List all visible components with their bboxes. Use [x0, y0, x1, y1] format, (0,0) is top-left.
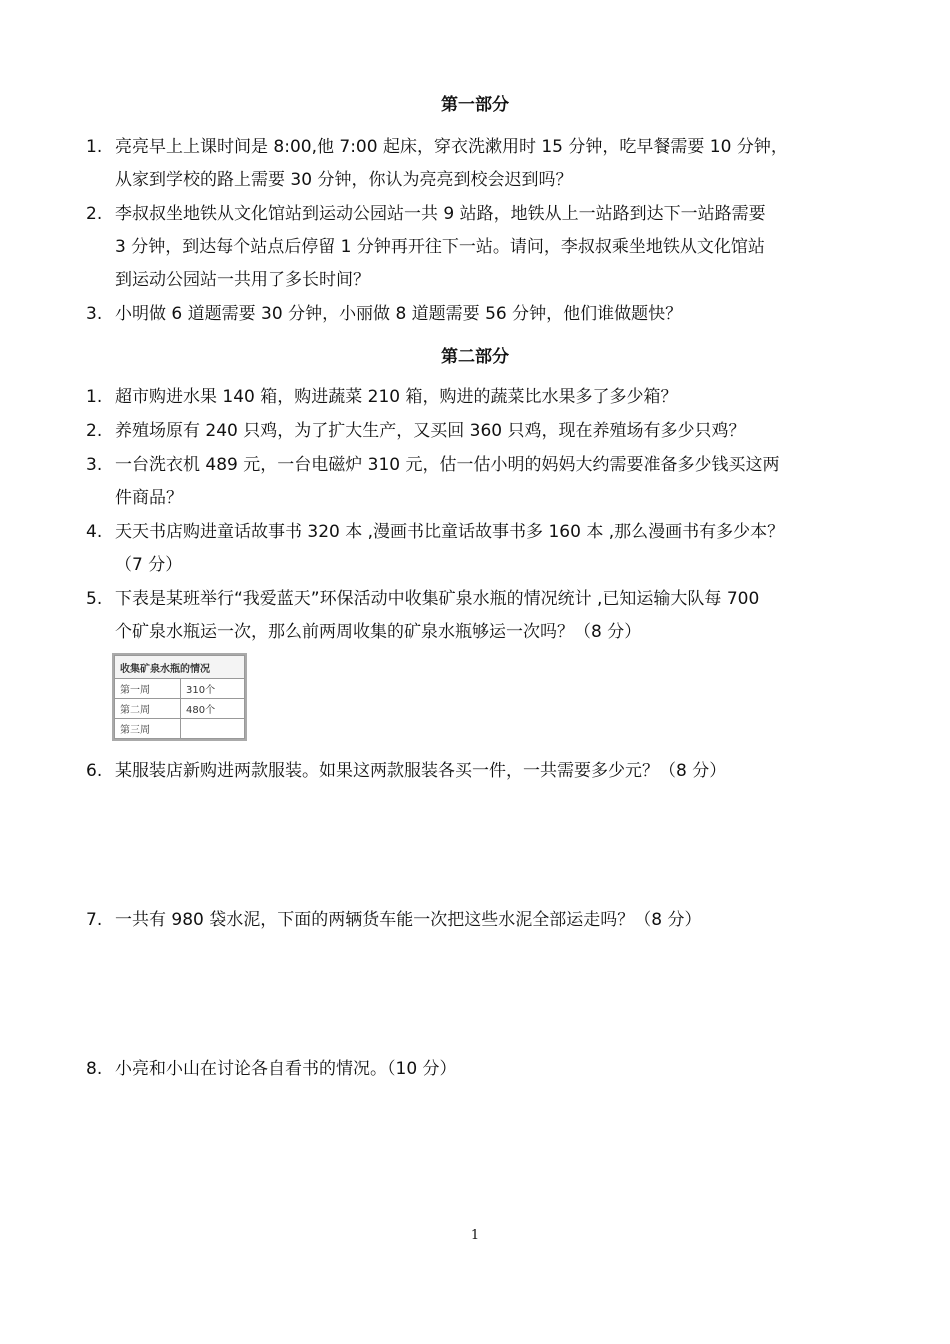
question-number: 7. [86, 910, 103, 930]
table-title: 收集矿泉水瓶的情况 [115, 656, 245, 679]
question-text: 超市购进水果 140 箱，购进蔬菜 210 箱，购进的蔬菜比水果多了多少箱？ [115, 387, 678, 407]
week-cell: 第二周 [115, 699, 181, 719]
part2-question-3 [86, 449, 876, 515]
table-row [115, 679, 245, 699]
question-text: 小明做 6 道题需要 30 分钟，小丽做 8 道题需要 56 分钟，他们谁做题快？ [115, 304, 683, 324]
question-text: 一共有 980 袋水泥，下面的两辆货车能一次把这些水泥全部运走吗？（8 分） [115, 910, 702, 930]
question-text: 一台洗衣机 489 元，一台电磁炉 310 元，估一估小明的妈妈大约需要准备多少钱买这两 [115, 455, 780, 475]
question-text: 养殖场原有 240 只鸡，为了扩大生产，又买回 360 只鸡，现在养殖场有多少只鸡？ [115, 421, 746, 441]
question-text: 天天书店购进童话故事书 320 本 ,漫画书比童话故事书多 160 本 ,那么漫画书有多少本？ [115, 522, 785, 542]
part2-heading: 第二部分 [441, 347, 509, 367]
table-row [115, 719, 245, 739]
question-text: 个矿泉水瓶运一次，那么前两周收集的矿泉水瓶够运一次吗？（8 分） [115, 622, 642, 642]
question-number: 6. [86, 761, 103, 781]
count-cell: 310个 [181, 679, 245, 699]
question-text: 从家到学校的路上需要 30 分钟，你认为亮亮到校会迟到吗？ [115, 170, 573, 190]
part1-question-1 [86, 131, 876, 197]
question-text: 某服装店新购进两款服装。如果这两款服装各买一件，一共需要多少元？（8 分） [115, 761, 727, 781]
question-number: 1. [86, 137, 103, 157]
part1-question-3 [86, 298, 876, 331]
question-text: （7 分） [115, 555, 183, 575]
question-number: 8. [86, 1059, 103, 1079]
question-text: 李叔叔坐地铁从文化馆站到运动公园站一共 9 站路，地铁从上一站路到达下一站路需要 [115, 204, 766, 224]
week-cell: 第三周 [115, 719, 181, 739]
question-text: 小亮和小山在讨论各自看书的情况。（10 分） [115, 1059, 457, 1079]
question-number: 4. [86, 522, 103, 542]
question-number: 2. [86, 204, 103, 224]
question-text: 到运动公园站一共用了多长时间？ [115, 270, 370, 290]
question-number: 1. [86, 387, 103, 407]
part2-question-7 [86, 904, 876, 937]
question-number: 2. [86, 421, 103, 441]
part2-question-2 [86, 415, 876, 448]
count-cell [181, 719, 245, 739]
part2-question-1 [86, 381, 876, 414]
part1-heading: 第一部分 [441, 95, 509, 115]
table-header-row [115, 656, 245, 679]
part2-question-4 [86, 516, 876, 582]
part2-question-8 [86, 1053, 876, 1086]
part2-question-5 [86, 583, 876, 649]
part2-question-6 [86, 755, 876, 788]
question-number: 3. [86, 455, 103, 475]
question-number: 3. [86, 304, 103, 324]
question-text: 亮亮早上上课时间是 8:00,他 7:00 起床，穿衣洗漱用时 15 分钟，吃早餐需要 10 分钟， [115, 137, 788, 157]
part1-question-2 [86, 198, 876, 297]
bottle-collection-table [114, 655, 245, 739]
count-cell: 480个 [181, 699, 245, 719]
table-row [115, 699, 245, 719]
week-cell: 第一周 [115, 679, 181, 699]
page-number: 1 [470, 1228, 480, 1243]
question-text: 件商品？ [115, 488, 183, 508]
question-text: 3 分钟，到达每个站点后停留 1 分钟再开往下一站。请问，李叔叔乘坐地铁从文化馆站 [115, 237, 765, 257]
question-number: 5. [86, 589, 103, 609]
question-text: 下表是某班举行“我爱蓝天”环保活动中收集矿泉水瓶的情况统计 ,已知运输大队每 700 [115, 589, 760, 609]
